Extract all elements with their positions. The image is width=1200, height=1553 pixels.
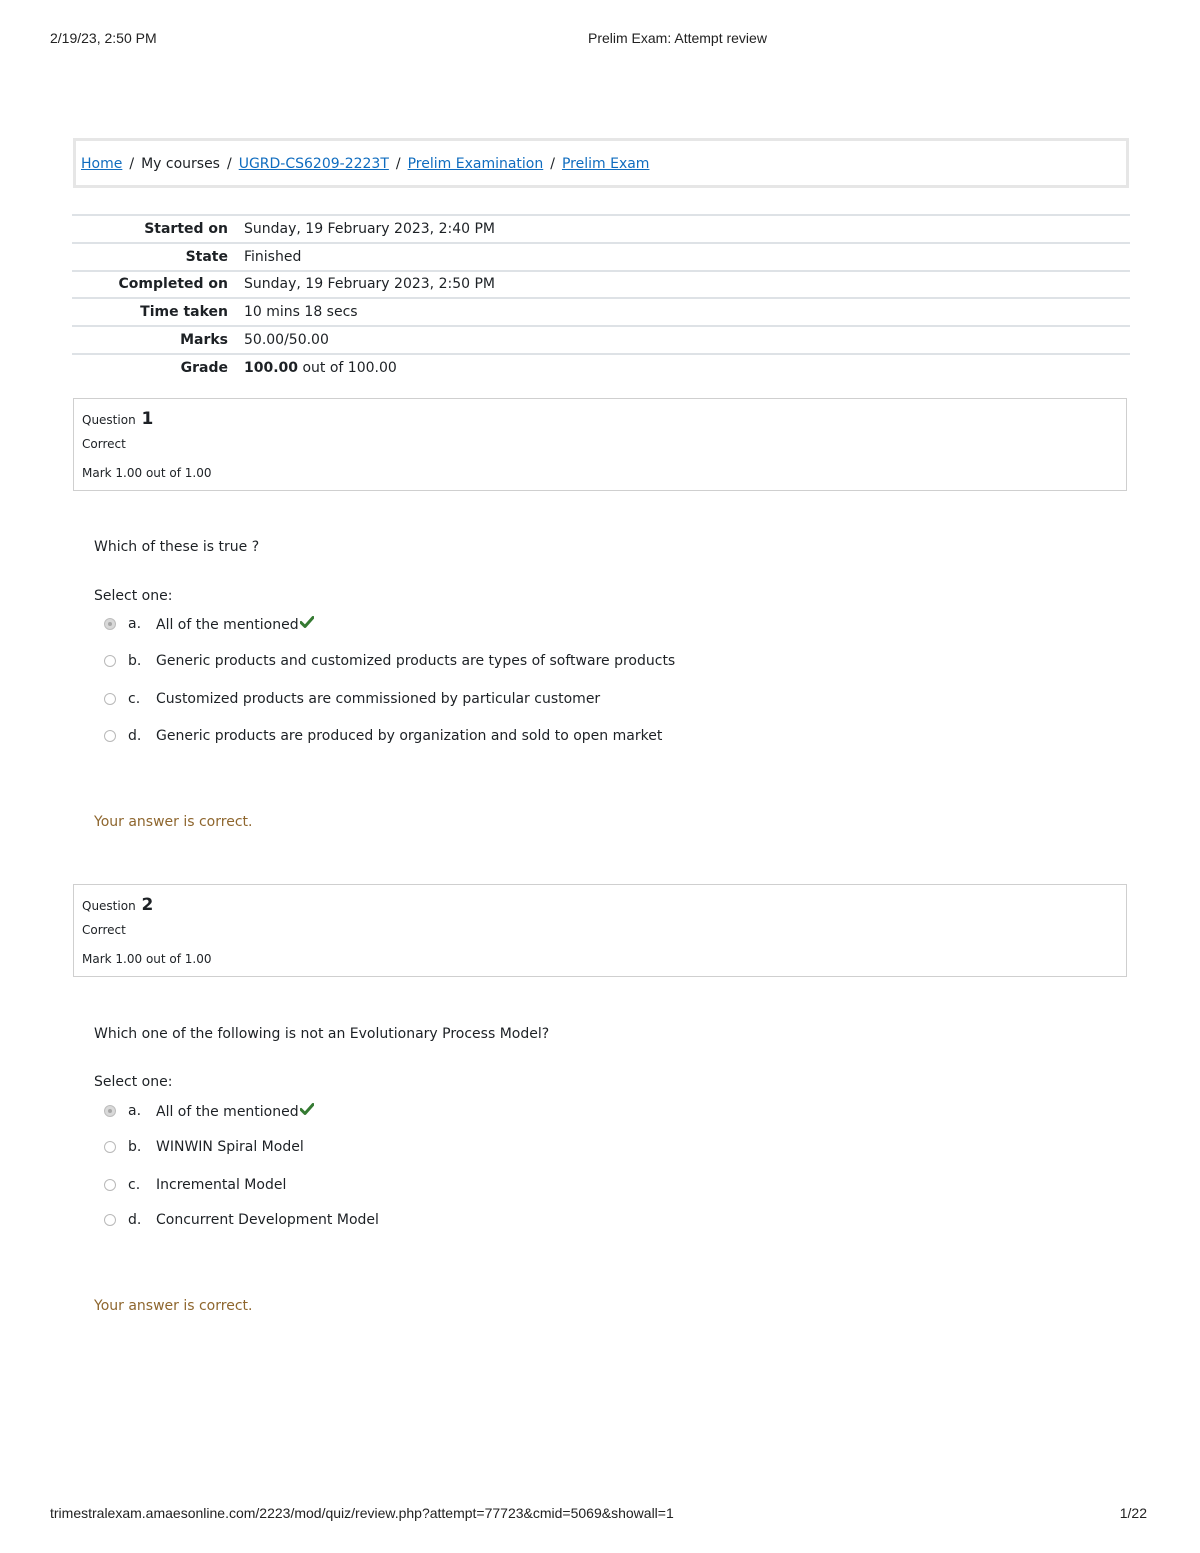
- radio-button[interactable]: [104, 655, 116, 667]
- breadcrumb-separator: /: [550, 156, 555, 172]
- breadcrumb-home-link[interactable]: Home: [81, 156, 123, 172]
- summary-value: Finished: [244, 243, 1130, 271]
- checkmark-icon: [300, 616, 313, 627]
- question-grade: Mark 1.00 out of 1.00: [82, 952, 212, 966]
- question-info-box: [73, 884, 1127, 977]
- summary-row-state: [72, 243, 1130, 271]
- option-label: Incremental Model: [156, 1177, 287, 1193]
- radio-button[interactable]: [104, 1141, 116, 1153]
- summary-value: 10 mins 18 secs: [244, 298, 1130, 326]
- checkmark-icon: [300, 1103, 313, 1114]
- question-state: Correct: [82, 923, 126, 937]
- summary-row-grade: [72, 354, 1130, 382]
- summary-label: Started on: [72, 215, 244, 243]
- option-letter: a.: [128, 1103, 142, 1119]
- grade-out-of: out of 100.00: [298, 360, 397, 377]
- question-number: Question 1: [82, 409, 154, 429]
- select-one-prompt: Select one:: [94, 588, 173, 604]
- summary-value: 50.00/50.00: [244, 326, 1130, 354]
- attempt-summary-table: [72, 214, 1130, 382]
- breadcrumb-course-link[interactable]: UGRD-CS6209-2223T: [238, 156, 389, 172]
- answer-feedback: Your answer is correct.: [94, 1298, 253, 1314]
- option-label: Customized products are commissioned by particular customer: [156, 691, 601, 707]
- breadcrumb-separator: /: [395, 156, 401, 172]
- breadcrumb-quiz-link[interactable]: Prelim Exam: [561, 156, 650, 172]
- option-letter: d.: [128, 728, 142, 744]
- summary-row-completed: [72, 271, 1130, 299]
- radio-button[interactable]: [104, 1179, 116, 1191]
- breadcrumb-my-courses: My courses: [141, 156, 220, 172]
- radio-button[interactable]: [104, 693, 116, 705]
- radio-button[interactable]: [104, 730, 116, 742]
- summary-label: Marks: [72, 326, 244, 354]
- option-label: Generic products and customized products are types of software products: [156, 653, 676, 669]
- select-one-prompt: Select one:: [94, 1074, 173, 1090]
- summary-label: Time taken: [72, 298, 244, 326]
- option-label: WINWIN Spiral Model: [156, 1139, 304, 1155]
- option-letter: d.: [128, 1212, 142, 1228]
- radio-button-checked[interactable]: [104, 1105, 116, 1117]
- summary-label: Grade: [72, 354, 244, 382]
- answer-feedback: Your answer is correct.: [94, 814, 253, 830]
- breadcrumb: [73, 138, 1129, 188]
- summary-value: Sunday, 19 February 2023, 2:40 PM: [244, 215, 1130, 243]
- summary-value: Sunday, 19 February 2023, 2:50 PM: [244, 271, 1130, 299]
- breadcrumb-separator: /: [226, 156, 232, 172]
- option-label: Concurrent Development Model: [156, 1212, 379, 1228]
- grade-value: 100.00: [244, 360, 299, 377]
- question-text: Which one of the following is not an Evolutionary Process Model?: [94, 1026, 550, 1042]
- breadcrumb-separator: /: [129, 156, 135, 172]
- radio-button[interactable]: [104, 1214, 116, 1226]
- print-footer-url: trimestralexam.amaesonline.com/2223/mod/quiz/review.php?attempt=77723&cmid=5069&showall=1: [50, 1505, 674, 1521]
- summary-row-marks: [72, 326, 1130, 354]
- print-page-title: Prelim Exam: Attempt review: [588, 30, 767, 46]
- question-grade: Mark 1.00 out of 1.00: [82, 466, 212, 480]
- summary-label: State: [72, 243, 244, 271]
- breadcrumb-section-link[interactable]: Prelim Examination: [407, 156, 544, 172]
- option-label: All of the mentioned: [156, 616, 313, 633]
- option-letter: b.: [128, 1139, 142, 1155]
- radio-button-checked[interactable]: [104, 618, 116, 630]
- summary-value: [244, 354, 1130, 382]
- summary-label: Completed on: [72, 271, 244, 299]
- summary-row-time-taken: [72, 298, 1130, 326]
- print-page-number: 1/22: [1119, 1505, 1147, 1521]
- question-state: Correct: [82, 437, 126, 451]
- option-letter: c.: [128, 691, 141, 707]
- option-letter: c.: [128, 1177, 141, 1193]
- question-info-box: [73, 398, 1127, 491]
- print-datetime: 2/19/23, 2:50 PM: [50, 30, 157, 46]
- option-label: Generic products are produced by organization and sold to open market: [156, 728, 663, 744]
- summary-row-started: [72, 215, 1130, 243]
- option-letter: a.: [128, 616, 142, 632]
- question-number: Question 2: [82, 895, 154, 915]
- option-letter: b.: [128, 653, 142, 669]
- question-text: Which of these is true ?: [94, 539, 260, 555]
- option-label: All of the mentioned: [156, 1103, 313, 1120]
